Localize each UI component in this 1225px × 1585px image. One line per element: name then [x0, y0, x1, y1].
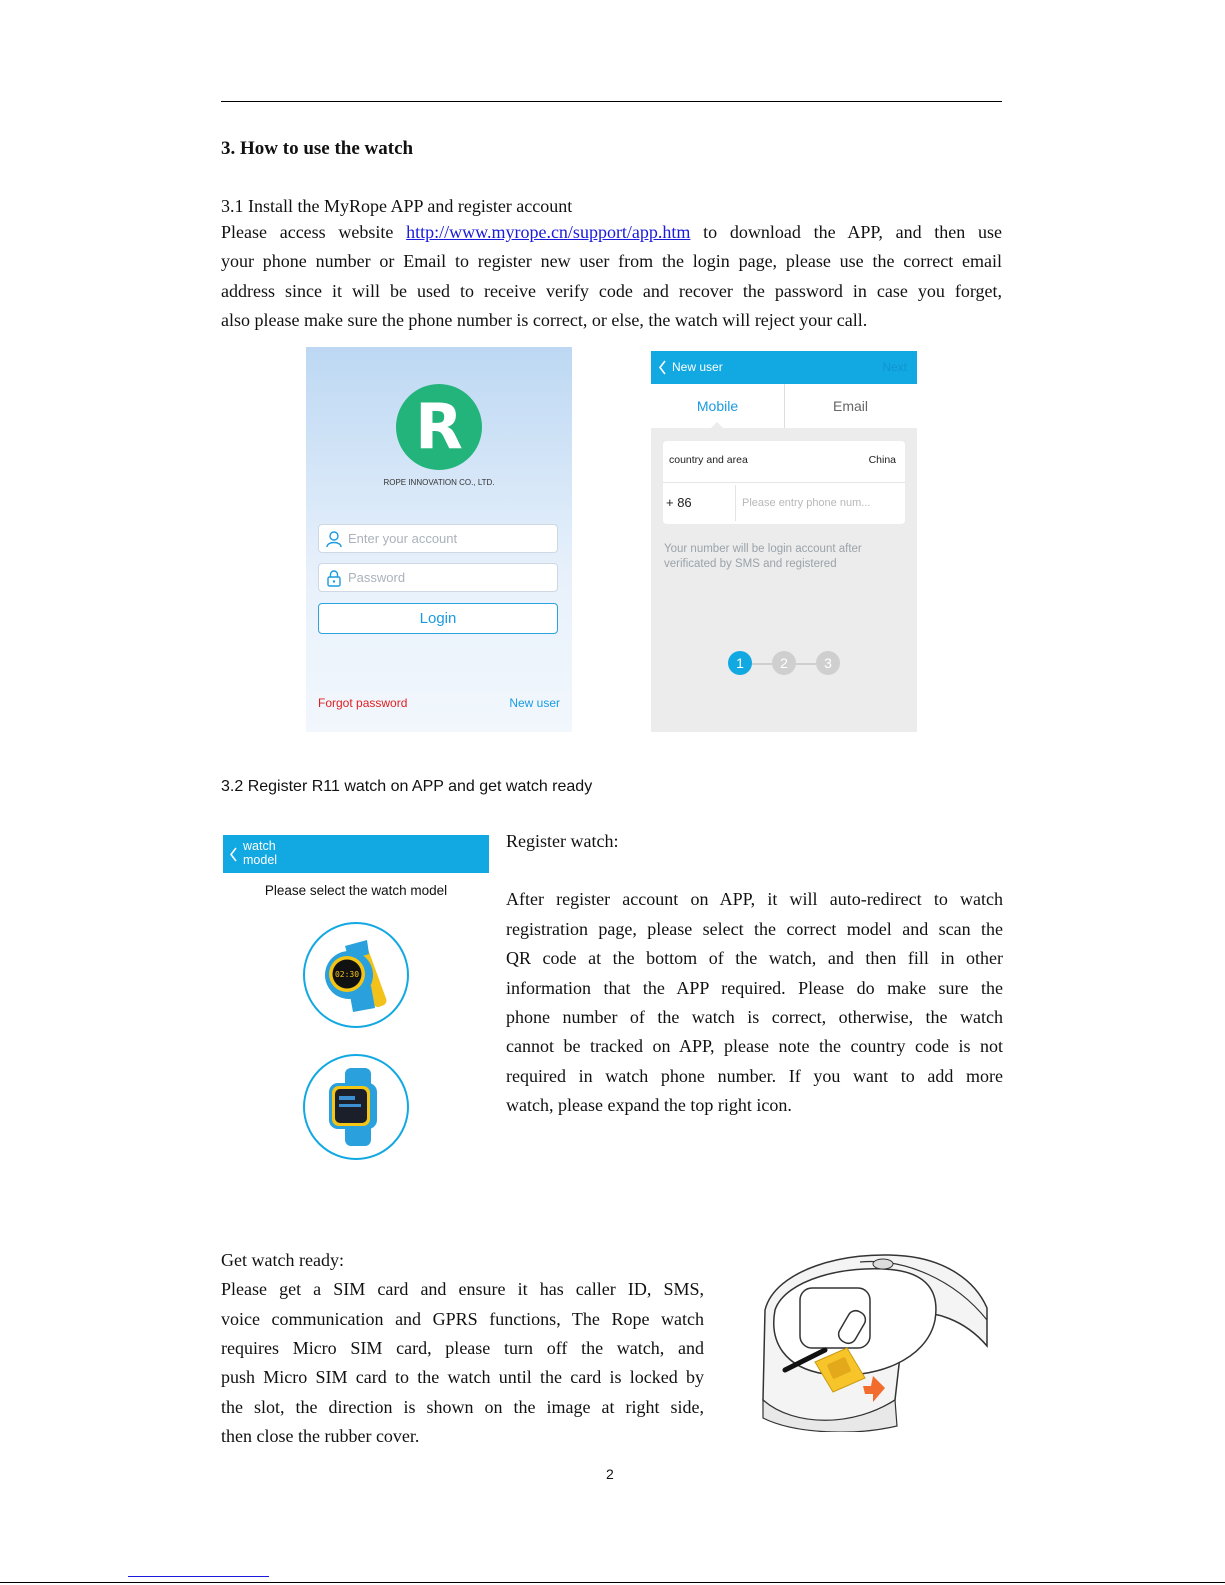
- get-ready-line: requires Micro SIM card, please turn off the watch, and: [221, 1338, 704, 1358]
- tab-mobile[interactable]: Mobile: [651, 384, 785, 428]
- back-chevron-icon[interactable]: [658, 360, 667, 375]
- company-name: ROPE INNOVATION CO., LTD.: [383, 478, 495, 487]
- register-line: required in watch phone number. If you want to add more: [506, 1066, 1003, 1086]
- country-label: country and area: [669, 454, 748, 466]
- form-divider: [663, 482, 905, 483]
- section-heading: 3. How to use the watch: [221, 138, 414, 159]
- login-screen: [306, 347, 572, 732]
- round-watch-icon: [305, 924, 407, 1026]
- get-ready-line: voice communication and GPRS functions, The Rope watch: [221, 1309, 704, 1329]
- get-ready-line: Please get a SIM card and ensure it has caller ID, SMS,: [221, 1279, 704, 1299]
- para1-line2: your phone number or Email to register new user from the login page, please use the correct email: [221, 251, 1002, 271]
- footer-rule: [0, 1582, 1225, 1583]
- step-1: 1: [728, 651, 752, 675]
- para1-line3: address since it will be used to receive verify code and recover the password in case you forget,: [221, 281, 1002, 301]
- watch-model-title: watch model: [243, 839, 278, 867]
- register-tabs: [651, 384, 917, 428]
- next-button[interactable]: Next: [882, 360, 907, 374]
- get-ready-line: push Micro SIM card to the watch until the card is locked by: [221, 1367, 704, 1387]
- user-icon: [325, 530, 343, 548]
- subsection-3-2-title: 3.2 Register R11 watch on APP and get watch ready: [221, 778, 593, 795]
- back-chevron-icon[interactable]: [229, 847, 238, 862]
- para1-pre: Please access website: [221, 222, 407, 242]
- new-user-topbar: [651, 351, 917, 384]
- new-user-screen: [651, 351, 917, 732]
- get-ready-line: the slot, the direction is shown on the image at right side,: [221, 1397, 704, 1417]
- phone-form: [663, 441, 905, 524]
- header-rule: [221, 101, 1002, 102]
- country-code[interactable]: + 86: [666, 495, 692, 510]
- password-placeholder: Password: [348, 570, 406, 585]
- new-user-link[interactable]: New user: [509, 696, 560, 710]
- para1-line1: [221, 218, 1002, 248]
- register-watch-title: Register watch:: [506, 831, 619, 851]
- para1-post: to download the APP, and then use: [690, 222, 1002, 242]
- register-line: After register account on APP, it will auto-redirect to watch: [506, 889, 1003, 909]
- watch-option-square[interactable]: [303, 1054, 409, 1160]
- get-ready-title: Get watch ready:: [221, 1250, 344, 1270]
- register-hint: Your number will be login account after verificated by SMS and registered: [664, 543, 862, 570]
- subsection-3-1-title: 3.1 Install the MyRope APP and register account: [221, 196, 573, 216]
- rope-logo: [396, 384, 482, 470]
- register-line: watch, please expand the top right icon.: [506, 1095, 792, 1115]
- watch-model-hint: Please select the watch model: [264, 883, 448, 898]
- square-watch-icon: [305, 1056, 407, 1158]
- get-ready-line: then close the rubber cover.: [221, 1426, 420, 1446]
- account-placeholder: Enter your account: [348, 531, 458, 546]
- tab-indicator-icon: [710, 421, 724, 429]
- login-button[interactable]: Login: [318, 603, 558, 634]
- form-vertical-divider: [735, 485, 736, 521]
- register-line: phone number of the watch is correct, otherwise, the watch: [506, 1007, 1003, 1027]
- phone-input[interactable]: Please entry phone num...: [742, 497, 871, 509]
- register-line: information that the APP required. Please do make sure the: [506, 978, 1003, 998]
- tab-email[interactable]: Email: [832, 398, 868, 414]
- step-connector: [795, 663, 816, 665]
- forgot-password-link[interactable]: Forgot password: [318, 696, 408, 710]
- para1-line4: also please make sure the phone number is correct, or else, the watch will reject your call.: [221, 310, 868, 330]
- password-field[interactable]: [318, 563, 558, 592]
- register-line: QR code at the bottom of the watch, and then fill in other: [506, 948, 1003, 968]
- sim-insertion-illustration: [755, 1250, 990, 1432]
- country-value[interactable]: China: [868, 454, 896, 466]
- watch-model-topbar: [223, 835, 489, 873]
- register-line: cannot be tracked on APP, please note the country code is not: [506, 1036, 1003, 1056]
- new-user-title: New user: [672, 360, 723, 374]
- page-number: 2: [606, 1466, 614, 1482]
- account-field[interactable]: [318, 524, 558, 553]
- register-line: registration page, please select the correct model and scan the: [506, 919, 1003, 939]
- logo-letter: R: [415, 390, 463, 463]
- step-2: 2: [772, 651, 796, 675]
- step-connector: [751, 663, 772, 665]
- step-3: 3: [816, 651, 840, 675]
- watch1-time-label: 02:30: [334, 970, 360, 979]
- footer-link-line: [128, 1576, 269, 1577]
- lock-icon: [325, 569, 343, 587]
- watch-option-round[interactable]: [303, 922, 409, 1028]
- app-download-link[interactable]: http://www.myrope.cn/support/app.htm: [406, 222, 691, 242]
- watch-model-screen: [223, 835, 489, 1198]
